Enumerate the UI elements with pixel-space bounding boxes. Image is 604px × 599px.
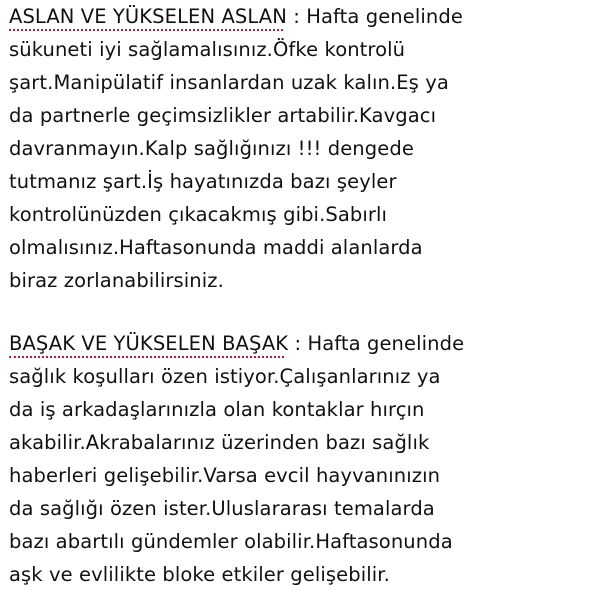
heading-separator: : <box>288 332 308 355</box>
section-aslan <box>9 0 599 297</box>
section-body-aslan: Hafta genelinde sükuneti iyi sağlamalısınız.Öfke kontrolü şart.Manipülatif insanlardan uzak kalın.Eş ya da partnerle geçimsizlikler artabilir.Kavgacı davranmayın.Kalp sağlığınızı !!! dengede tutmanız şart.İş hayatınızda bazı şeyler kontrolünüzden çıkacakmış gibi.Sabırlı olmalısınız.Haftasonunda maddi alanlarda biraz zorlanabilirsiniz. <box>9 5 463 292</box>
heading-separator: : <box>286 5 307 28</box>
section-body-basak: Hafta genelinde sağlık koşulları özen istiyor.Çalışanlarınız ya da iş arkadaşlarınızla olan kontaklar hırçın akabilir.Akrabalarınız üzerinden bazı sağlık haberleri gelişebilir.Varsa evcil hayvanınızın da sağlığı özen ister.Uluslararası temalarda bazı abartılı gündemler olabilir.Haftasonunda aşk ve evlilikte bloke etkiler gelişebilir. <box>9 332 465 586</box>
section-heading-basak: BAŞAK VE YÜKSELEN BAŞAK <box>9 332 289 355</box>
section-basak <box>9 327 599 591</box>
section-heading-aslan: ASLAN VE YÜKSELEN ASLAN <box>9 5 287 28</box>
